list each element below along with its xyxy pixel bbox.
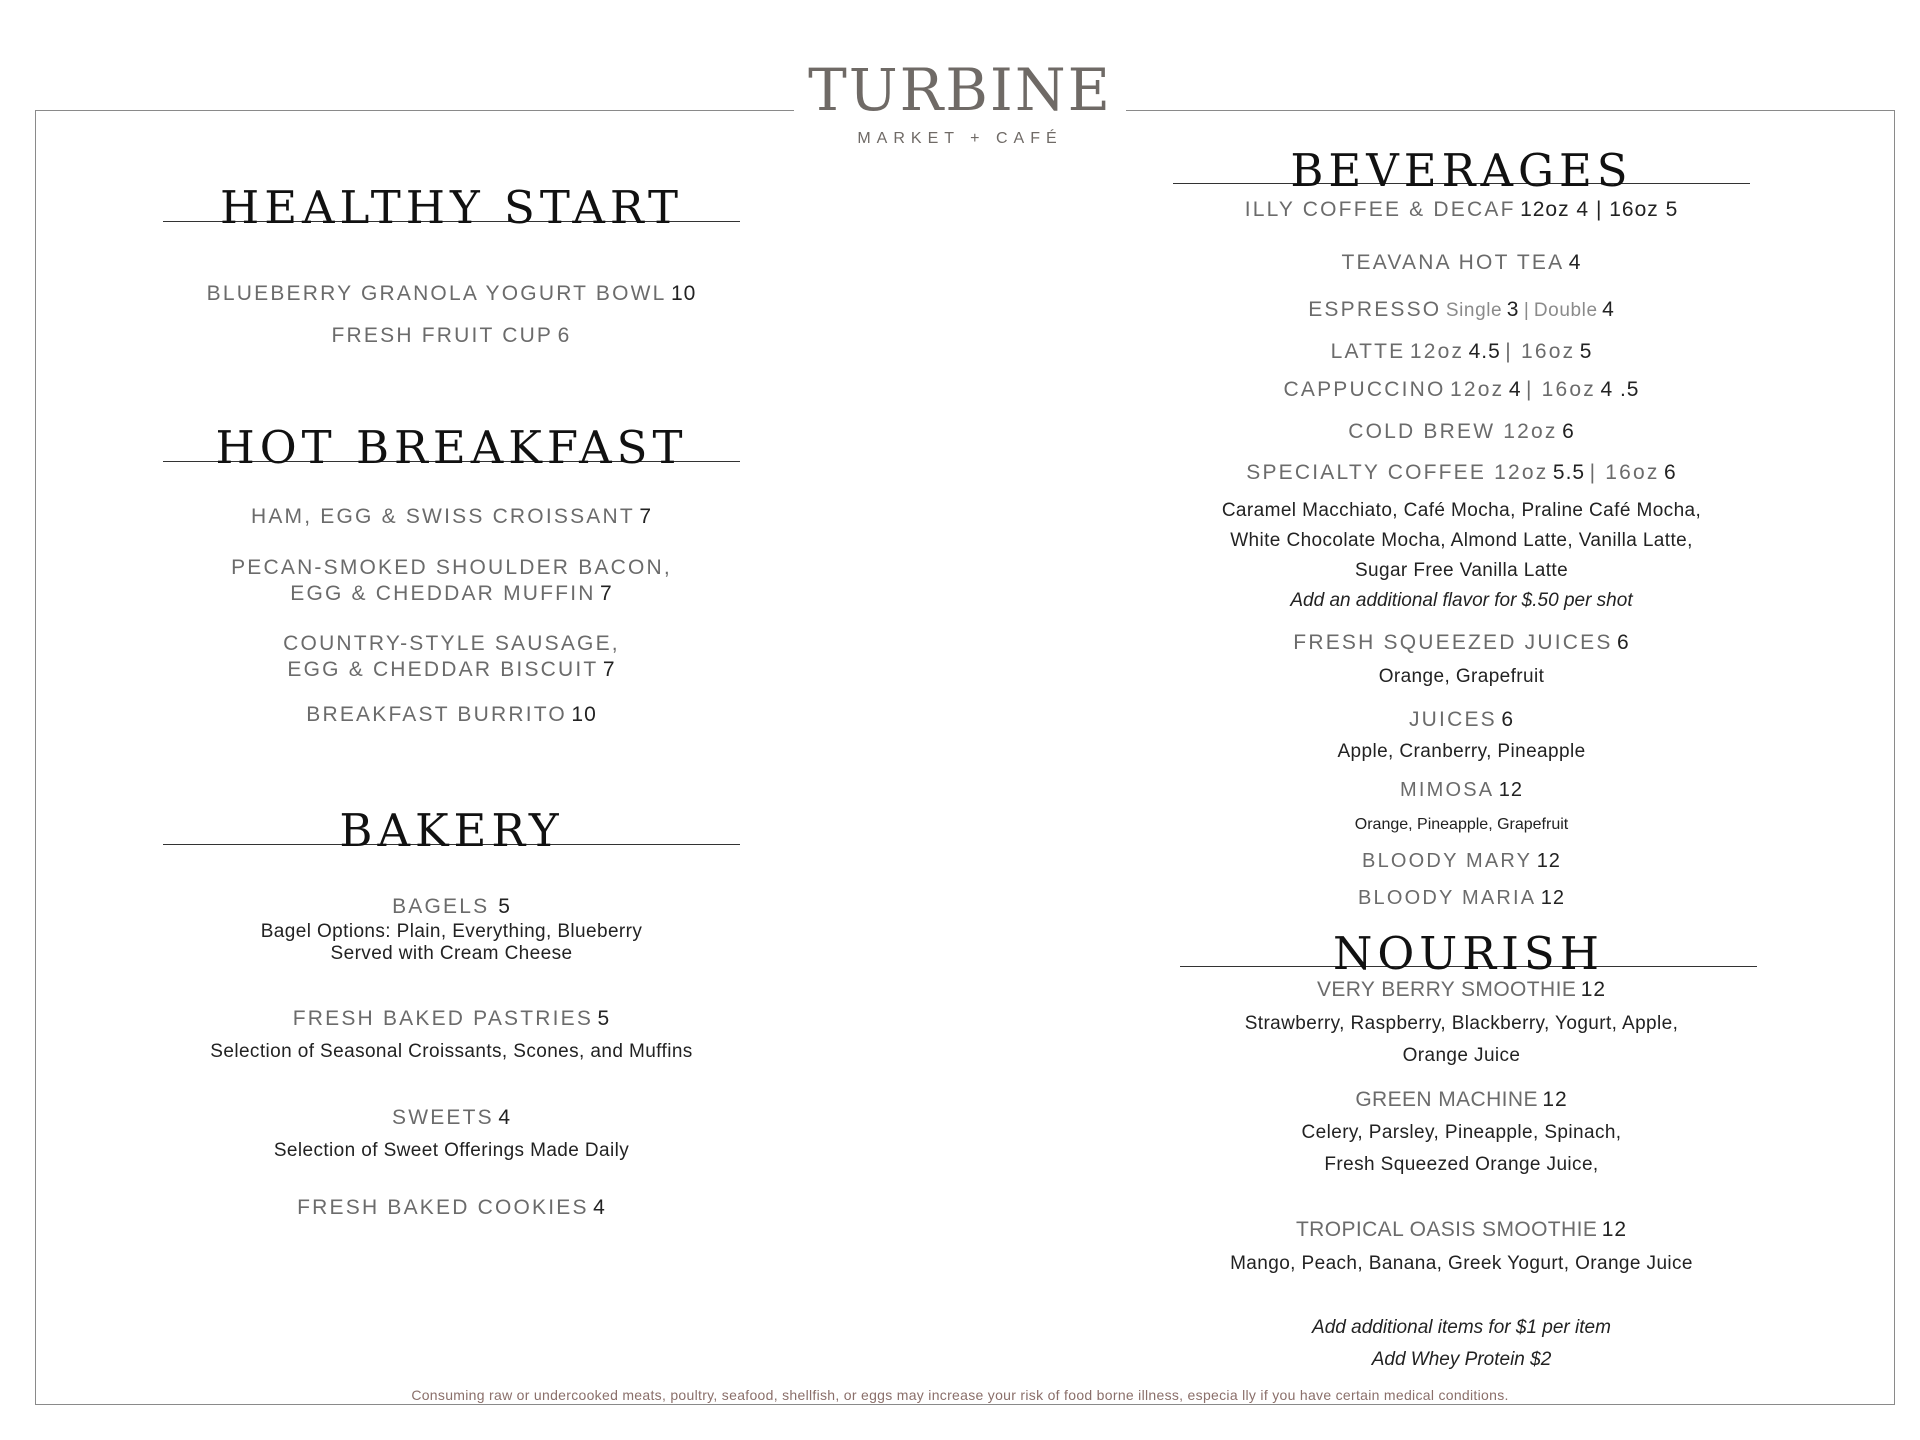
item-price: 3: [1506, 298, 1520, 321]
menu-item: [1173, 298, 1750, 322]
item-name: FRESH FRUIT CUP: [331, 324, 554, 347]
item-price: 7: [639, 505, 653, 528]
menu-item: [163, 556, 740, 580]
size-label: | 16oz: [1589, 461, 1660, 484]
item-price: 12: [1542, 1088, 1568, 1111]
item-price: 10: [670, 282, 697, 305]
item-price: 4: [1568, 251, 1582, 274]
menu-item: [163, 1007, 740, 1031]
separator: |: [1523, 300, 1530, 321]
item-description: Selection of Seasonal Croissants, Scones, and Muffins: [210, 1041, 693, 1062]
section-title-healthy-start: HEALTHY START: [219, 181, 684, 234]
item-price: 4: [1508, 378, 1522, 401]
item-name: COLD BREW 12oz: [1348, 420, 1558, 443]
item-price: 4 .5: [1600, 378, 1640, 401]
item-name: BLOODY MARY: [1362, 850, 1533, 872]
item-name: ESPRESSO: [1308, 298, 1442, 321]
item-description: Served with Cream Cheese: [330, 943, 573, 964]
item-price: 12: [1536, 850, 1561, 872]
item-name: FRESH BAKED PASTRIES: [292, 1007, 594, 1030]
item-price: 4: [1602, 298, 1615, 321]
item-price: 12: [1498, 779, 1524, 801]
menu-item: [1173, 1218, 1750, 1242]
item-note: Add an additional flavor for $.50 per shot: [1290, 590, 1633, 611]
menu-item: [1173, 850, 1750, 873]
section-title-bakery: BAKERY: [339, 804, 564, 857]
item-description: Mango, Peach, Banana, Greek Yogurt, Orange Juice: [1230, 1253, 1693, 1274]
size-label: | 16oz: [1505, 340, 1576, 363]
item-price: 7: [602, 658, 616, 681]
brand-subtitle: MARKET + CAFÉ: [857, 130, 1063, 147]
item-price: 12: [1601, 1218, 1628, 1241]
item-description: Bagel Options: Plain, Everything, Blueberry: [260, 921, 643, 942]
menu-item: [163, 1196, 740, 1220]
menu-item: [1173, 1088, 1750, 1112]
menu-item: [1173, 340, 1750, 364]
brand-logo: [0, 56, 1920, 124]
menu-item: [163, 282, 740, 306]
item-name: ILLY COFFEE & DECAF: [1244, 198, 1516, 221]
item-name: EGG & CHEDDAR MUFFIN: [290, 582, 596, 605]
item-price: 5.5: [1552, 461, 1586, 484]
menu-item: [163, 703, 740, 727]
item-name: CAPPUCCINO: [1283, 378, 1446, 401]
item-name: VERY BERRY SMOOTHIE: [1316, 978, 1577, 1001]
item-name: BREAKFAST BURRITO: [306, 703, 567, 726]
size-label: 12oz: [1450, 378, 1505, 401]
item-description: Apple, Cranberry, Pineapple: [1337, 741, 1586, 762]
item-price: 5: [597, 1007, 611, 1030]
brand-name: TURBINE: [794, 56, 1126, 124]
item-name: BAGELS: [392, 895, 490, 918]
item-note: Add additional items for $1 per item: [1312, 1317, 1611, 1338]
menu-item: [1173, 978, 1750, 1002]
size-label: | 16oz: [1525, 378, 1596, 401]
item-name: FRESH SQUEEZED JUICES: [1293, 631, 1613, 654]
item-description: Orange Juice: [1402, 1045, 1521, 1066]
menu-item: [1173, 378, 1750, 402]
item-name: GREEN MACHINE: [1355, 1088, 1538, 1111]
item-price: 10: [571, 703, 597, 726]
item-price: 7: [600, 582, 613, 605]
item-description: Caramel Macchiato, Café Mocha, Praline Café Mocha,: [1221, 500, 1702, 521]
menu-item: [1173, 198, 1750, 222]
menu-item: [1173, 251, 1750, 275]
size-label: 12oz: [1409, 340, 1465, 363]
menu-item: [1173, 420, 1750, 444]
item-price: 4: [593, 1196, 606, 1219]
menu-item: [1173, 461, 1750, 485]
item-name: MIMOSA: [1399, 779, 1495, 801]
item-description: Strawberry, Raspberry, Blackberry, Yogurt, Apple,: [1244, 1013, 1679, 1034]
section-title-beverages: BEVERAGES: [1290, 144, 1633, 197]
item-price: 5: [1579, 340, 1593, 363]
item-description: Fresh Squeezed Orange Juice,: [1324, 1154, 1599, 1175]
item-name: LATTE: [1330, 340, 1406, 363]
menu-item: [1173, 887, 1750, 910]
item-price: 5: [498, 895, 511, 918]
item-price: 4: [498, 1106, 512, 1129]
menu-item: [163, 505, 740, 529]
size-label: Single: [1445, 300, 1503, 321]
item-name: COUNTRY-STYLE SAUSAGE,: [283, 632, 620, 655]
section-title-nourish: NOURISH: [1333, 927, 1604, 980]
item-name: BLOODY MARIA: [1358, 887, 1537, 909]
item-name: TEAVANA HOT TEA: [1341, 251, 1565, 274]
item-description: Selection of Sweet Offerings Made Daily: [273, 1140, 630, 1161]
item-price: 4.5: [1468, 340, 1501, 363]
menu-item: [163, 632, 740, 656]
menu-item: [163, 582, 740, 606]
item-description: Celery, Parsley, Pineapple, Spinach,: [1301, 1122, 1622, 1143]
item-price: 6: [1501, 708, 1515, 731]
item-name: SWEETS: [391, 1106, 494, 1129]
menu-item: [1173, 779, 1750, 802]
item-price: 6: [1562, 420, 1575, 443]
item-description: Orange, Grapefruit: [1378, 666, 1545, 687]
size-label: Double: [1533, 300, 1598, 321]
menu-item: [1173, 708, 1750, 732]
item-name: HAM, EGG & SWISS CROISSANT: [250, 505, 635, 528]
item-note: Add Whey Protein $2: [1371, 1349, 1552, 1370]
menu-item: [163, 658, 740, 682]
item-price: 12oz 4 | 16oz 5: [1520, 198, 1679, 221]
item-price: 6: [1664, 461, 1677, 484]
item-price: 6: [557, 324, 572, 347]
item-name: SPECIALTY COFFEE 12oz: [1246, 461, 1549, 484]
item-price: 12: [1580, 978, 1607, 1001]
menu-item: [1173, 631, 1750, 655]
section-title-hot-breakfast: HOT BREAKFAST: [215, 421, 688, 474]
item-description: Orange, Pineapple, Grapefruit: [1354, 816, 1569, 833]
item-name: FRESH BAKED COOKIES: [297, 1196, 589, 1219]
item-name: TROPICAL OASIS SMOOTHIE: [1295, 1218, 1598, 1241]
item-name: JUICES: [1408, 708, 1497, 731]
item-description: Sugar Free Vanilla Latte: [1354, 560, 1569, 581]
menu-item: [163, 1106, 740, 1130]
item-price: 12: [1540, 887, 1565, 909]
menu-item: [163, 895, 740, 919]
item-name: PECAN-SMOKED SHOULDER BACON,: [231, 556, 672, 579]
health-disclaimer: Consuming raw or undercooked meats, poultry, seafood, shellfish, or eggs may increase your risk of food borne illness, especia lly if you have certain medical conditions.: [411, 1387, 1509, 1403]
item-price: 6: [1617, 631, 1630, 654]
item-name: BLUEBERRY GRANOLA YOGURT BOWL: [206, 282, 667, 305]
menu-item: [163, 324, 740, 348]
item-description: White Chocolate Mocha, Almond Latte, Vanilla Latte,: [1230, 530, 1693, 551]
item-name: EGG & CHEDDAR BISCUIT: [287, 658, 599, 681]
